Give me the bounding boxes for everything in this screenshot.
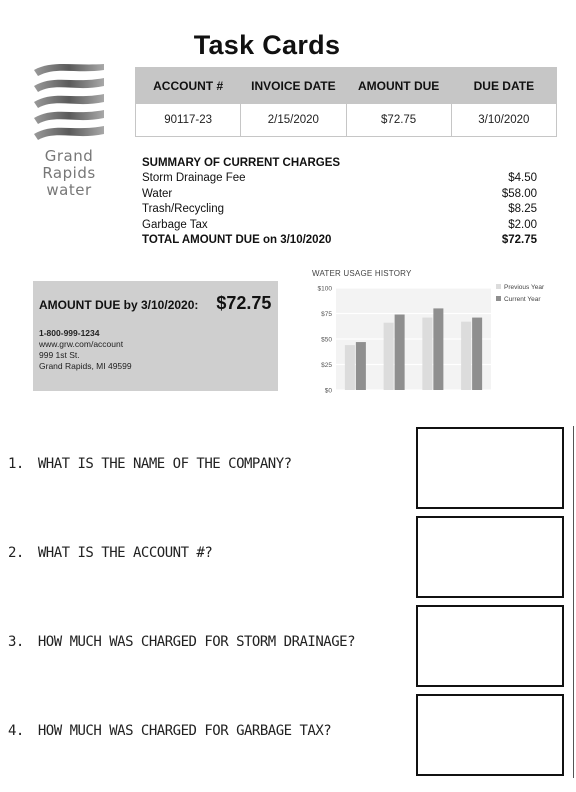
header-account: ACCOUNT # — [136, 68, 241, 104]
table-row — [136, 104, 557, 137]
header-due-date: DUE DATE — [451, 68, 556, 104]
bar — [472, 318, 482, 390]
logo-line: water — [46, 181, 92, 199]
y-tick-label: $25 — [321, 362, 332, 369]
legend-swatch — [496, 296, 501, 301]
charges-summary — [142, 156, 537, 249]
bar — [384, 323, 394, 390]
answer-box-3[interactable] — [416, 605, 564, 687]
contact-info — [39, 328, 278, 372]
street-address: 999 1st St. — [39, 350, 80, 360]
logo-line: Rapids — [42, 164, 96, 182]
question-3 — [8, 634, 355, 650]
cell-amount-due: $72.75 — [346, 104, 451, 137]
logo-wordmark — [30, 148, 108, 199]
legend-label: Previous Year — [504, 284, 545, 291]
question-number: 4. — [8, 723, 24, 739]
header-amount-due: AMOUNT DUE — [346, 68, 451, 104]
charge-label: Water — [142, 187, 173, 200]
y-tick-label: $50 — [321, 336, 332, 344]
bar — [395, 315, 405, 390]
bar — [356, 342, 366, 390]
question-number: 1. — [8, 456, 24, 472]
question-number: 3. — [8, 634, 24, 650]
bar — [422, 318, 432, 390]
charge-row — [142, 218, 537, 234]
question-1 — [8, 456, 292, 472]
answer-box-1[interactable] — [416, 427, 564, 509]
answer-box-2[interactable] — [416, 516, 564, 598]
account-table — [135, 67, 557, 137]
question-text: HOW MUCH WAS CHARGED FOR STORM DRAINAGE? — [37, 634, 356, 650]
question-text: HOW MUCH WAS CHARGED FOR GARBAGE TAX? — [37, 723, 332, 739]
question-number: 2. — [8, 545, 24, 561]
charge-label: Storm Drainage Fee — [142, 172, 246, 184]
water-waves-icon — [32, 62, 106, 150]
total-row — [142, 233, 537, 249]
legend-swatch — [496, 284, 501, 289]
website: www.grw.com/account — [39, 339, 124, 349]
bar — [461, 322, 471, 390]
phone-number: 1-800-999-1234 — [39, 328, 100, 338]
question-2 — [8, 545, 212, 561]
charge-label: Garbage Tax — [142, 218, 208, 231]
total-amount: $72.75 — [501, 234, 537, 246]
charge-amount: $8.25 — [508, 203, 537, 215]
legend-label: Current Year — [504, 296, 541, 303]
question-text: WHAT IS THE ACCOUNT #? — [37, 545, 213, 561]
charge-label: Trash/Recycling — [142, 203, 225, 215]
amount-due-label: AMOUNT DUE by 3/10/2020: — [39, 298, 199, 312]
logo-line: Grand — [44, 147, 94, 165]
y-tick-label: $100 — [317, 285, 332, 293]
charge-amount: $2.00 — [508, 218, 537, 231]
charge-row — [142, 202, 537, 218]
charge-amount: $4.50 — [508, 172, 537, 184]
cell-account: 90117-23 — [136, 104, 241, 137]
question-text: WHAT IS THE NAME OF THE COMPANY? — [37, 456, 292, 472]
city-address: Grand Rapids, MI 49599 — [39, 361, 132, 371]
charge-row — [142, 171, 537, 187]
cell-invoice-date: 2/15/2020 — [241, 104, 346, 137]
summary-heading: SUMMARY OF CURRENT CHARGES — [142, 157, 341, 169]
question-4 — [8, 723, 331, 739]
charge-row — [142, 187, 537, 203]
y-tick-label: $75 — [321, 311, 332, 318]
charge-amount: $58.00 — [501, 187, 537, 200]
bar — [345, 345, 355, 390]
answer-box-4[interactable] — [416, 694, 564, 776]
water-usage-chart — [306, 264, 556, 398]
amount-due-box — [33, 281, 278, 391]
chart-canvas — [306, 264, 556, 398]
total-label: TOTAL AMOUNT DUE on 3/10/2020 — [142, 234, 332, 246]
page-title: Task Cards — [193, 30, 341, 60]
header-invoice-date: INVOICE DATE — [241, 68, 346, 104]
divider-line — [573, 426, 574, 778]
account-table-header — [136, 68, 557, 104]
company-logo — [30, 62, 108, 204]
chart-title: WATER USAGE HISTORY — [312, 269, 412, 278]
y-tick-label: $0 — [324, 387, 332, 395]
bar — [433, 308, 443, 390]
cell-due-date: 3/10/2020 — [451, 104, 556, 137]
amount-due-value: $72.75 — [216, 293, 272, 313]
